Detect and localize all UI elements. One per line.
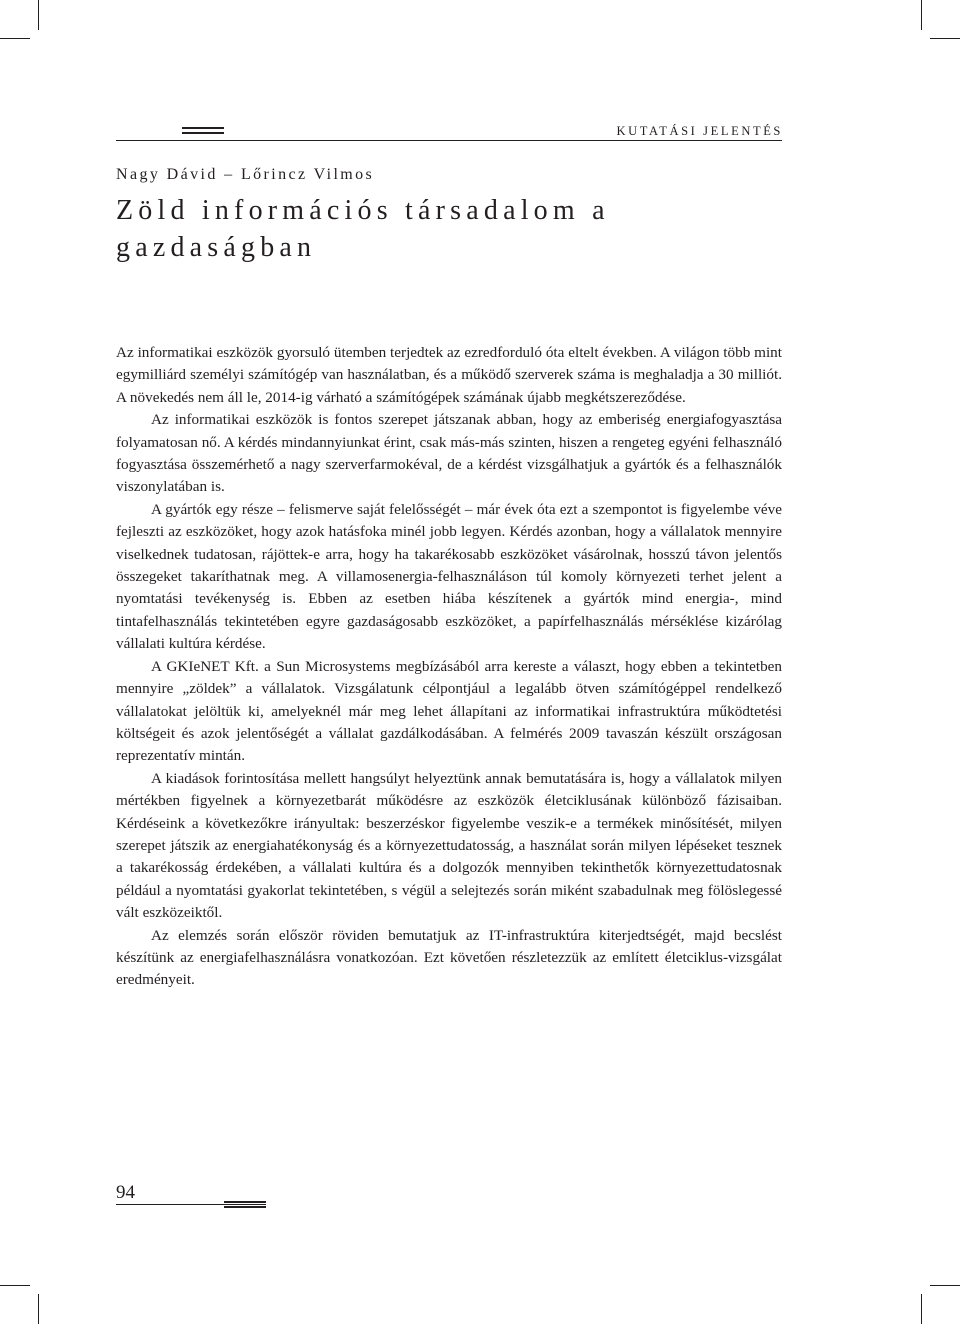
paragraph: A GKIeNET Kft. a Sun Microsystems megbízásából arra kereste a választ, hogy ebben a tekintetben mennyire „zöldek” a vállalatok. Vizsgálatunk célpontjául a legalább ötven számítógéppel rendelkező vállalatokat jelöltük ki, amelyeknél már meg lehet állapítani az informatikai infrastruktúra működtetési költségeit és azok jelentőségét a vállalat gazdálkodásában. A felmérés 2009 tavaszán készült országosan reprezentatív mintán. — [116, 657, 782, 765]
crop-mark-top-right-v — [921, 0, 922, 30]
article-body — [116, 342, 782, 992]
article-authors: Nagy Dávid – Lőrincz Vilmos — [116, 166, 375, 183]
paragraph: Az elemzés során először röviden bemutatjuk az IT-infrastruktúra kiterjedtségét, majd becslést készítünk az energiafelhasználásra vonatkozóan. Ezt követően részletezzük az említett életciklus-vizsgálat eredményeit. — [116, 926, 782, 989]
crop-mark-top-left-v — [38, 0, 39, 30]
crop-mark-bottom-right-h — [930, 1285, 960, 1286]
crop-mark-bottom-right-v — [921, 1294, 922, 1324]
paragraph: Az informatikai eszközök is fontos szerepet játszanak abban, hogy az emberiség energiafogyasztása folyamatosan nő. A kérdés mindannyiunkat érint, csak más-más szinten, hiszen a rengeteg egyéni felhasználó fogyasztása összemérhető a nagy szerverfarmokéval, de a kérdést vizsgálhatjuk a gyártók és a felhasználók viszonylatában is. — [116, 411, 782, 496]
article-title: Zöld információs társadalom a gazdaságban — [116, 195, 610, 263]
paragraph: A gyártók egy része – felismerve saját felelősségét – már évek óta ezt a szempontot is figyelembe véve fejleszti az eszközöket, hogy azok hatásfoka minél jobb legyen. Kérdés azonban, hogy a vállalatok mennyire viselkednek tudatosan, rájöttek-e arra, hogy ha takarékosabb eszközöket vásárolnak, hosszú távon jelentős összegeket takaríthatnak meg. A villamosenergia-felhasználáson túl komoly környezeti terhet jelent a nyomtatási tevékenység is. Ebben az esetben hiába készítenek a gyártók mind energia-, mind tintafelhasználás tekintetében egyre gazdaságosabb eszközöket, a papírfelhasználás mérséklése kizárólag vállalati kultúra kérdése. — [116, 500, 782, 653]
paragraph: Az informatikai eszközök gyorsuló ütemben terjedtek az ezredforduló óta eltelt években. A világon több mint egymilliárd személyi számítógép van használatban, és a működő szerverek száma is meghaladja a 30 milliót. A növekedés nem áll le, 2014-ig várható a számítógépek számának újabb megkétszereződése. — [116, 344, 782, 406]
crop-mark-bottom-left-v — [38, 1294, 39, 1324]
paragraph: A kiadások forintosítása mellett hangsúlyt helyeztünk annak bemutatására is, hogy a vállalatok milyen mértékben figyelnek a környezetbarát működésre az eszközök életciklusának különböző fázisaiban. Kérdéseink a következőkre irányultak: beszerzéskor figyelembe veszik-e a termékek minősítését, milyen szerepet játszik az energiahatékonyság és a környezettudatosság, a használat során milyen lépéseket tesznek a takarékosság érdekében, a vállalati kultúra és a dolgozók mennyiben tekinthetők környezettudatosnak például a nyomtatási gyakorlat tekintetében, s végül a selejtezés során miként szabadulnak meg fölöslegessé vált eszközeiktől. — [116, 769, 782, 922]
header-double-bar — [182, 127, 224, 134]
page-number: 94 — [116, 1182, 135, 1203]
crop-mark-top-right-h — [930, 38, 960, 39]
crop-mark-bottom-left-h — [0, 1285, 30, 1286]
running-head: KUTATÁSI JELENTÉS — [616, 124, 783, 138]
header-rule — [116, 140, 782, 141]
crop-mark-top-left-h — [0, 38, 30, 39]
footer-double-bar — [224, 1201, 266, 1208]
